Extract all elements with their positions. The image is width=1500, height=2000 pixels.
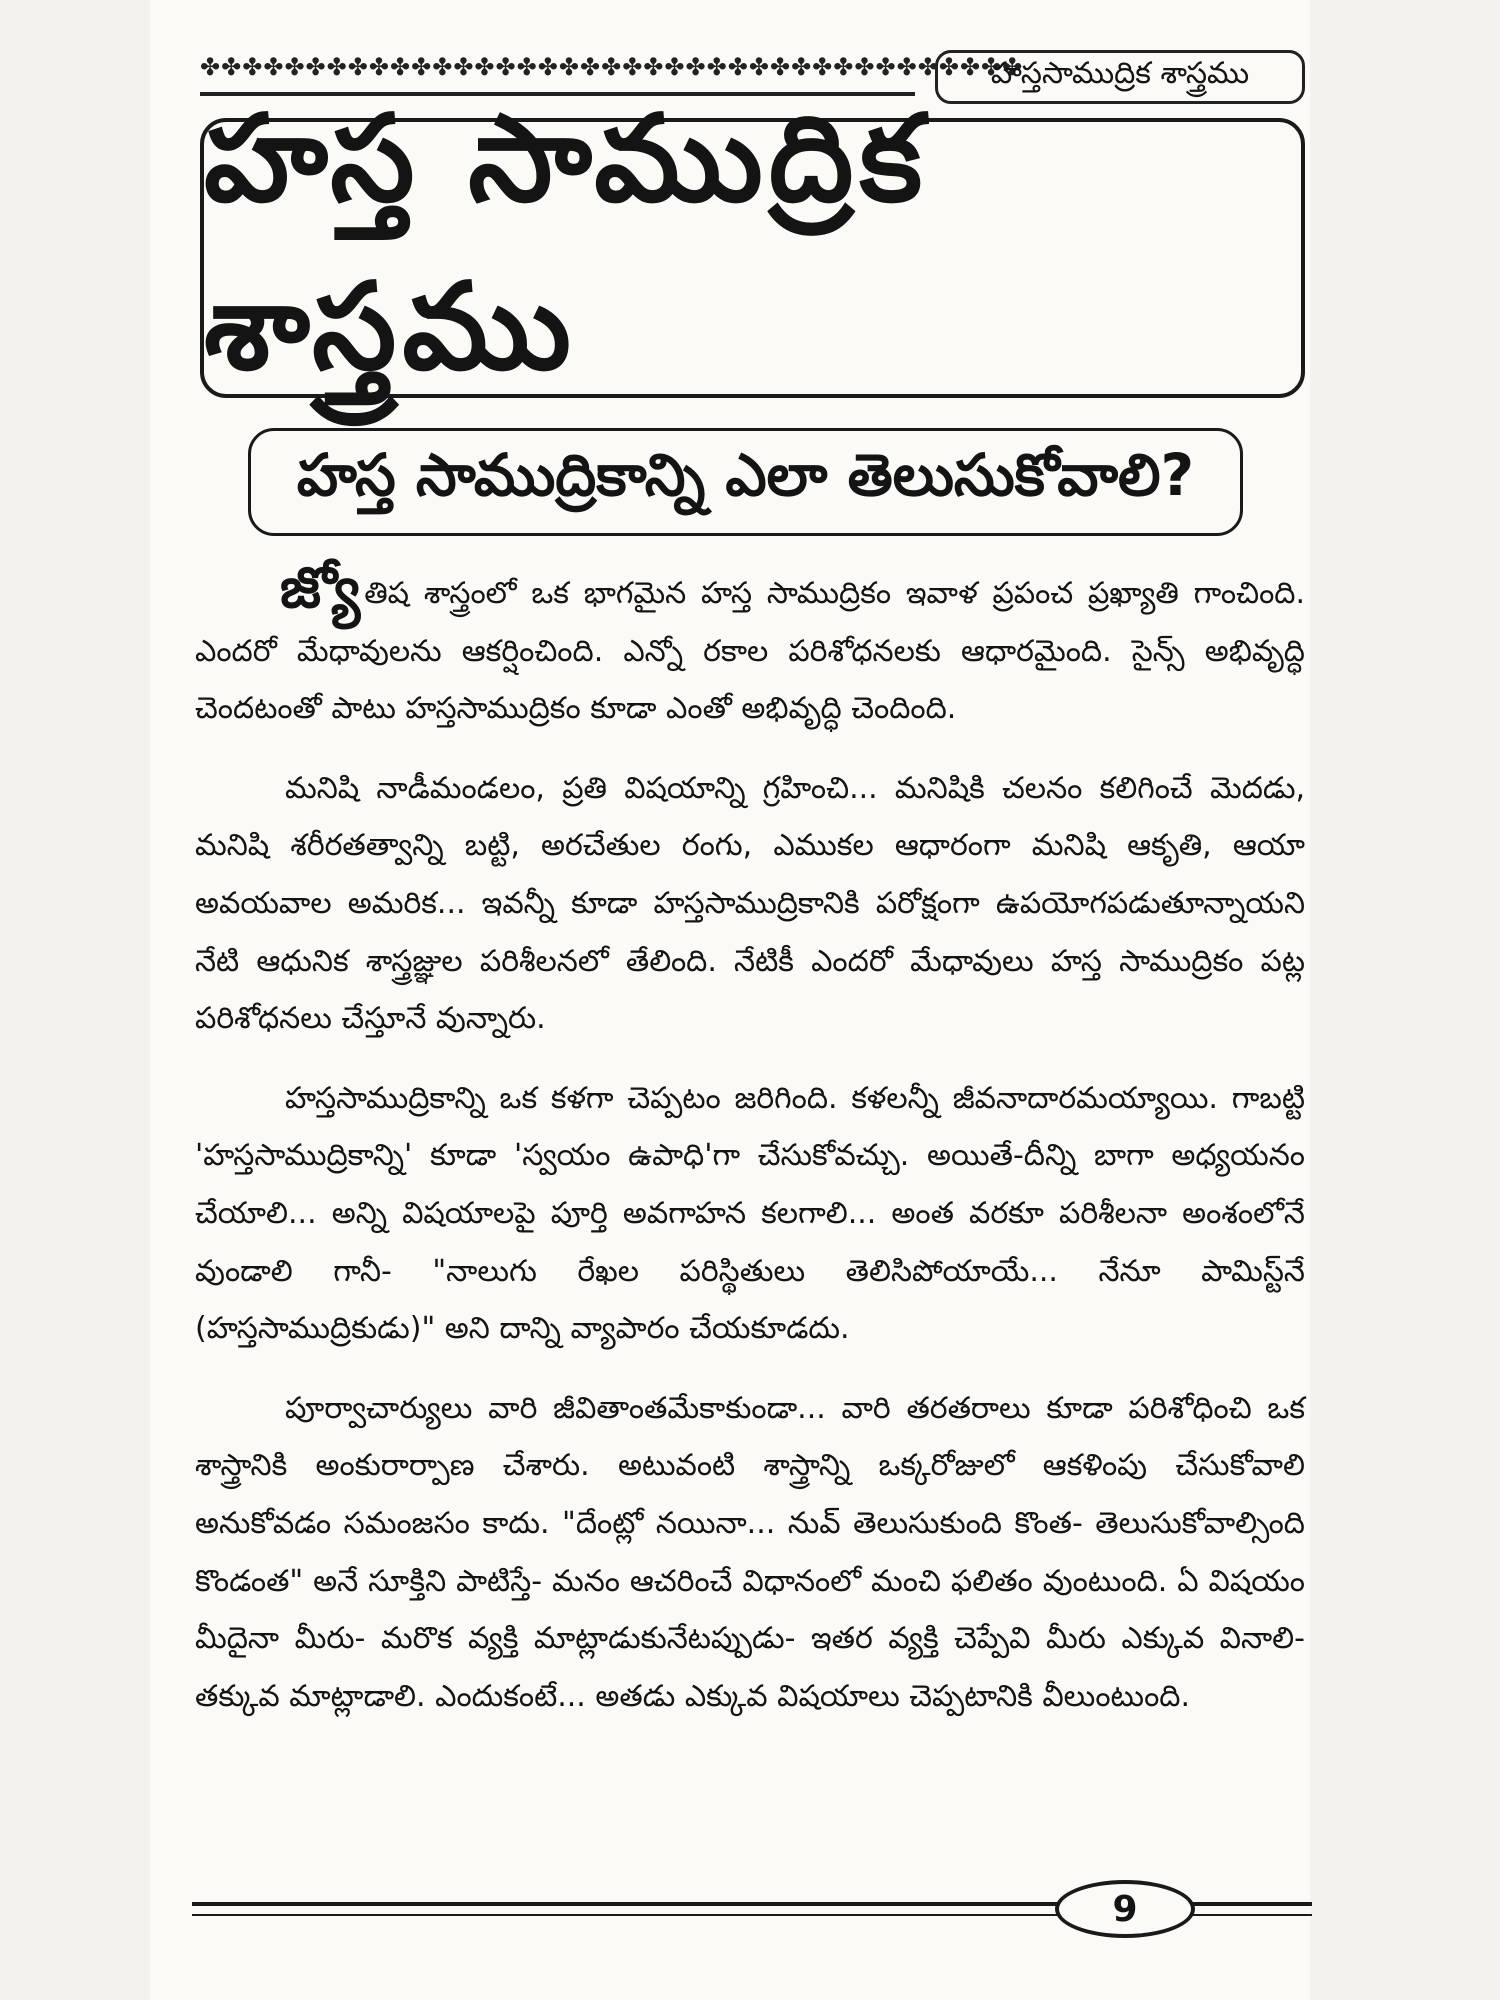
paragraph-3: హస్తసాముద్రికాన్ని ఒక కళగా చెప్పటం జరిగింది. కళలన్నీ జీవనాదారమయ్యాయి. గాబట్టి 'హస్తసాముద్రికాన్ని' కూడా 'స్వయం ఉపాధి'గా చేసుకోవచ్చు. అయితే-దీన్ని బాగా అధ్యయనం చేయాలి... అన్ని విషయాలపై పూర్తి అవగాహన కలగాలి... అంత వరకూ పరిశీలనా అంశంలోనే వుండాలి గానీ- "నాలుగు రేఖల పరిస్థితులు తెలిసిపోయాయే... నేనూ పామిస్ట్‌నే (హస్తసాముద్రికుడు)" అని దాన్ని వ్యాపారం చేయకూడదు. [195, 1080, 1305, 1347]
title-box [200, 90, 1305, 398]
paragraph-2: మనిషి నాడీమండలం, ప్రతి విషయాన్ని గ్రహించి... మనిషికి చలనం కలిగించే మెదడు, మనిషి శరీరతత్వాన్ని బట్టి, అరచేతుల రంగు, ఎముకల ఆధారంగా మనిషి ఆకృతి, ఆయా అవయవాల అమరిక... ఇవన్నీ కూడా హస్తసాముద్రికానికి పరోక్షంగా ఉపయోగపడుతూన్నాయని నేటి ఆధునిక శాస్త్రజ్ఞుల పరిశీలనలో తేలింది. నేటికీ ఎందరో మేధావులు హస్త సాముద్రికం పట్ల పరిశోధనలు చేస్తూనే వున్నారు. [195, 770, 1305, 1037]
running-title: హస్తసాముద్రిక శాస్త్రము [935, 50, 1305, 104]
header-ornament: ✤✤✤✤✤✤✤✤✤✤✤✤✤✤✤✤✤✤✤✤✤✤✤✤✤✤✤✤✤✤✤✤✤✤✤✤✤✤✤ [200, 52, 915, 96]
section-subtitle: హస్త సాముద్రికాన్ని ఎలా తెలుసుకోవాలి? [296, 440, 1195, 509]
page-number: 9 [1055, 1880, 1195, 1938]
paragraph-4: పూర్వాచార్యులు వారి జీవితాంతమేకాకుండా... వారి తరతరాలు కూడా పరిశోధించి ఒక శాస్త్రానికి అంకురార్పాణ చేశారు. అటువంటి శాస్త్రాన్ని ఒక్కరోజులో ఆకళింపు చేసుకోవాలి అనుకోవడం సమంజసం కాదు. "దేంట్లో నయినా... నువ్ తెలుసుకుంది కొంత- తెలుసుకోవాల్సింది కొండంత" అనే సూక్తిని పాటిస్తే- మనం ఆచరించే విధానంలో మంచి ఫలితం వుంటుంది. ఏ విషయం మీదైనా మీరు- మరొక వ్యక్తి మాట్లాడుకునేటప్పుడు- ఇతర వ్యక్తి చెప్పేవి మీరు ఎక్కువ వినాలి- తక్కువ మాట్లాడాలి. ఎందుకంటే... అతడు ఎక్కువ విషయాలు చెప్పటానికి వీలుంటుంది. [195, 1390, 1305, 1714]
page-title: హస్త సాముద్రిక శాస్త్రము [204, 90, 929, 397]
body-text [195, 556, 1305, 1747]
paragraph-1 [195, 556, 1305, 738]
subtitle-box [248, 428, 1243, 536]
paragraph-1-text: తిష శాస్త్రంలో ఒక భాగమైన హస్త సాముద్రికం ఇవాళ ప్రపంచ ప్రఖ్యాతి గాంచింది. ఎందరో మేధావులను ఆకర్షించింది. ఎన్నో రకాల పరిశోధనలకు ఆధారమైంది. సైన్స్ అభివృద్ధి చెందటంతో పాటు హస్తసాముద్రికం కూడా ఎంతో అభివృద్ధి చెందింది. [195, 576, 1305, 727]
drop-cap: జ్యో [280, 556, 361, 621]
